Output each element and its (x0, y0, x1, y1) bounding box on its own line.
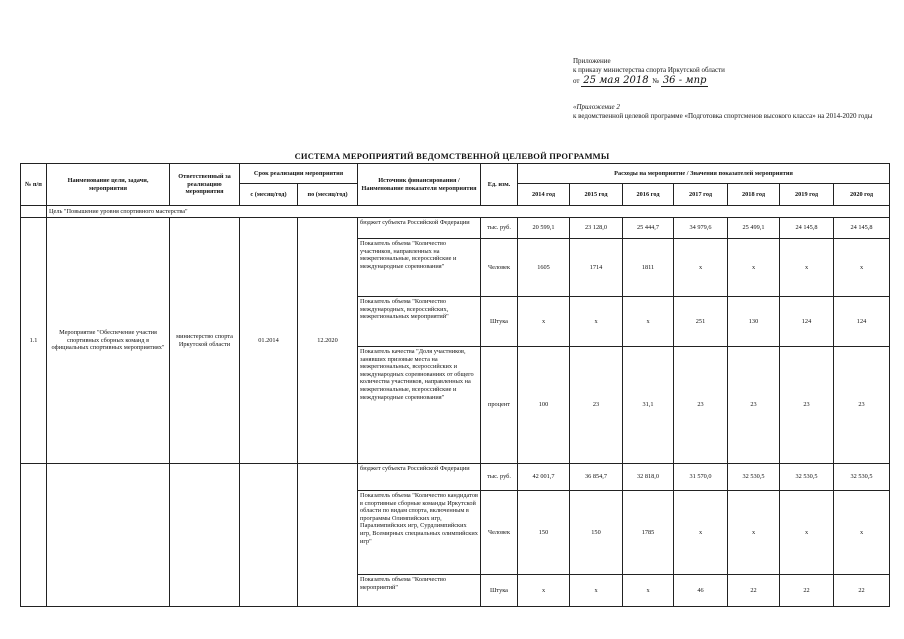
header-term: Срок реализации мероприятия (240, 164, 358, 184)
value-cell: 150 (518, 491, 570, 575)
unit-cell: тыс. руб. (481, 218, 518, 239)
responsible-cell (170, 464, 240, 607)
unit-cell: Человек (481, 491, 518, 575)
appendix2-text: к ведомственной целевой программе «Подготовка спортсменов высокого класса» на 2014-2020 годы (573, 112, 873, 120)
value-cell: 32 818,0 (623, 464, 674, 491)
value-cell: x (518, 297, 570, 347)
value-cell: x (570, 575, 623, 607)
value-cell: 32 530,5 (780, 464, 834, 491)
unit-cell: тыс. руб. (481, 464, 518, 491)
header-responsible: Ответственный за реализацию мероприятия (170, 164, 240, 206)
number-label: № (652, 77, 660, 85)
header-year: 2016 год (623, 184, 674, 206)
header-source: Источник финансирования / Наименование показателя мероприятия (358, 164, 481, 206)
value-cell: 23 128,0 (570, 218, 623, 239)
header-expenses: Расходы на мероприятие / Значения показателей мероприятия (518, 164, 890, 184)
value-cell: x (518, 575, 570, 607)
responsible-cell: министерство спорта Иркутской области (170, 218, 240, 464)
value-cell: 36 854,7 (570, 464, 623, 491)
value-cell: 25 499,1 (728, 218, 780, 239)
goal-row: Цель "Повышение уровня спортивного мастерства" (47, 206, 890, 218)
value-cell: 20 599,1 (518, 218, 570, 239)
appendix2-title: «Приложение 2 (573, 103, 620, 111)
value-cell: 1605 (518, 239, 570, 297)
appendix-header (573, 57, 725, 87)
table-row (21, 218, 890, 239)
unit-cell: Человек (481, 239, 518, 297)
measures-table (20, 163, 890, 607)
header-from: с (месяц/год) (240, 184, 298, 206)
value-cell: 124 (834, 297, 890, 347)
appendix-line2: к приказу министерства спорта Иркутской области (573, 66, 725, 74)
source-cell: бюджет субъекта Российской Федерации (358, 218, 481, 239)
to-date (298, 464, 358, 607)
value-cell: 23 (674, 347, 728, 464)
header-year: 2017 год (674, 184, 728, 206)
document-title: СИСТЕМА МЕРОПРИЯТИЙ ВЕДОМСТВЕННОЙ ЦЕЛЕВОЙ ПРОГРАММЫ (294, 151, 610, 161)
value-cell: 124 (780, 297, 834, 347)
header-to: по (месяц/год) (298, 184, 358, 206)
source-cell: бюджет субъекта Российской Федерации (358, 464, 481, 491)
source-cell: Показатель качества "Доля участников, занявших призовые места на межрегиональных, всероссийских и международных соревнованиях от общего количества участников, направленных на межрегиональные, всероссийские и международные соревнования" (358, 347, 481, 464)
measure-name: Мероприятие "Обеспечение участия спортивных сборных команд в официальных спортивных мероприятиях" (47, 218, 170, 464)
value-cell: 130 (728, 297, 780, 347)
value-cell: 31,1 (623, 347, 674, 464)
header-name: Наименование цели, задачи, мероприятия (47, 164, 170, 206)
value-cell: 34 979,6 (674, 218, 728, 239)
header-unit: Ед. изм. (481, 164, 518, 206)
value-cell: 42 001,7 (518, 464, 570, 491)
goal-num-cell (21, 206, 47, 218)
value-cell: x (728, 491, 780, 575)
source-cell: Показатель объема "Количество международных, всероссийских, межрегиональных мероприятий" (358, 297, 481, 347)
value-cell: 23 (570, 347, 623, 464)
value-cell: x (623, 297, 674, 347)
value-cell: 1811 (623, 239, 674, 297)
appendix-line1: Приложение (573, 57, 611, 65)
from-date: 01.2014 (240, 218, 298, 464)
to-date: 12.2020 (298, 218, 358, 464)
value-cell: 25 444,7 (623, 218, 674, 239)
value-cell: 24 145,8 (780, 218, 834, 239)
from-label: от (573, 77, 580, 85)
header-year: 2014 год (518, 184, 570, 206)
unit-cell: Штука (481, 575, 518, 607)
value-cell: 23 (834, 347, 890, 464)
value-cell: 22 (780, 575, 834, 607)
value-cell: 251 (674, 297, 728, 347)
appendix-date-line (573, 75, 725, 87)
unit-cell: Штука (481, 297, 518, 347)
value-cell: 32 530,5 (728, 464, 780, 491)
header-year: 2018 год (728, 184, 780, 206)
value-cell: 23 (780, 347, 834, 464)
source-cell: Показатель объема "Количество мероприятий" (358, 575, 481, 607)
measure-name (47, 464, 170, 607)
value-cell: 32 530,5 (834, 464, 890, 491)
value-cell: 23 (728, 347, 780, 464)
value-cell: x (674, 239, 728, 297)
value-cell: 22 (728, 575, 780, 607)
source-cell: Показатель объема "Количество участников, направленных на межрегиональные, всероссийские и международные соревнования" (358, 239, 481, 297)
header-year: 2015 год (570, 184, 623, 206)
header-year: 2019 год (780, 184, 834, 206)
value-cell: 100 (518, 347, 570, 464)
value-cell: 22 (834, 575, 890, 607)
header-year: 2020 год (834, 184, 890, 206)
value-cell: x (780, 491, 834, 575)
from-date (240, 464, 298, 607)
unit-cell: процент (481, 347, 518, 464)
value-cell: x (834, 491, 890, 575)
handwritten-number: 36 - мпр (662, 75, 707, 86)
value-cell: x (834, 239, 890, 297)
header-num: № п/п (21, 164, 47, 206)
value-cell: x (623, 575, 674, 607)
appendix2-block (573, 103, 893, 121)
value-cell: 24 145,8 (834, 218, 890, 239)
value-cell: x (674, 491, 728, 575)
value-cell: x (728, 239, 780, 297)
value-cell: 1714 (570, 239, 623, 297)
table-row (21, 464, 890, 491)
handwritten-date: 25 мая 2018 (583, 75, 649, 86)
value-cell: 46 (674, 575, 728, 607)
source-cell: Показатель объема "Количество кандидатов в спортивные сборные команды Иркутской области по видам спорта, включенным в программы Олимпийских игр, Паралимпийских игр, Сурдлимпийских игр, Всемирных специальных олимпийских игр" (358, 491, 481, 575)
value-cell: x (780, 239, 834, 297)
value-cell: 150 (570, 491, 623, 575)
row-number: 1.1 (21, 218, 47, 464)
value-cell: 1785 (623, 491, 674, 575)
value-cell: x (570, 297, 623, 347)
row-number (21, 464, 47, 607)
value-cell: 31 570,0 (674, 464, 728, 491)
